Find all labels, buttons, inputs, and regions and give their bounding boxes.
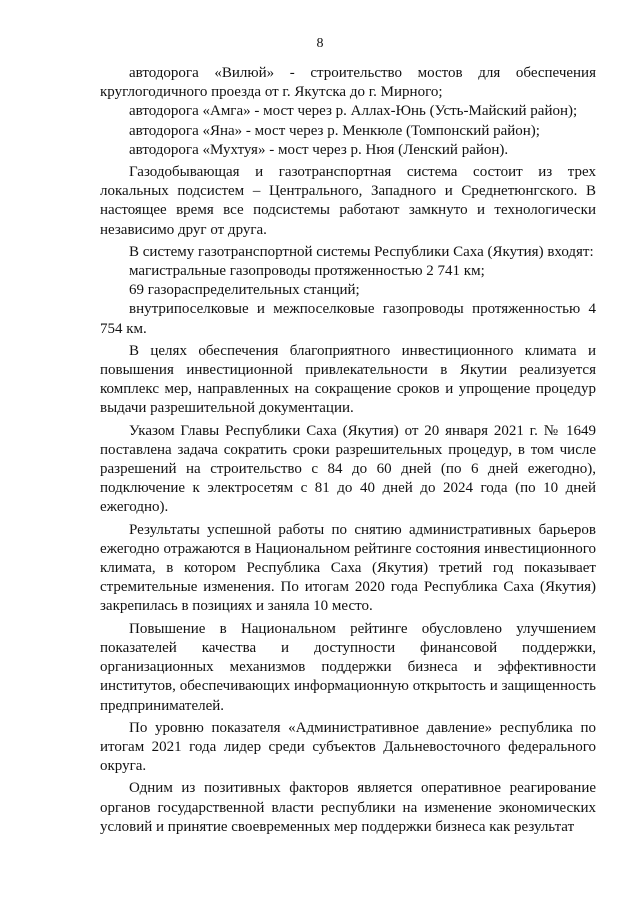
list-item-distribution-stations: 69 газораспределительных станций; — [129, 282, 360, 299]
paragraph-rating-improvement: Повышение в Национальном рейтинге обусловлено улучшением показателей качества и доступности финансовой поддержки, организационных механизмов поддержки бизнеса и эффективности институтов, обеспечивающих информационную открытость и защищенность предпринимателей. — [100, 620, 596, 714]
paragraph-positive-factors: Одним из позитивных факторов является оперативное реагирование органов государственной власти республики на изменение экономических условий и принятие своевременных мер поддержки бизнеса как результат — [100, 780, 596, 835]
paragraph-road-yana: автодорога «Яна» - мост через р. Менкюле (Томпонский район); — [129, 122, 540, 139]
paragraph-gas-transport-intro: В систему газотранспортной системы Республики Саха (Якутия) входят: — [129, 243, 594, 260]
list-item-settlement-pipelines: внутрипоселковые и межпоселковые газопроводы протяженностью 4 754 км. — [100, 301, 596, 337]
page-number: 8 — [316, 36, 324, 51]
paragraph-decree: Указом Главы Республики Саха (Якутия) от 20 января 2021 г. № 1649 поставлена задача сократить сроки разрешительных процедур, в том числе разрешений на строительство с 84 до 60 дней (по 6 дней ежегодно), подключение к электросетям с 81 до 40 дней до 2024 года (по 10 дней ежегодно). — [100, 422, 596, 516]
list-item-main-pipelines: магистральные газопроводы протяженностью 2 741 км; — [129, 263, 485, 280]
document-body — [100, 64, 596, 837]
paragraph-road-amga: автодорога «Амга» - мост через р. Аллах-Юнь (Усть-Майский район); — [129, 103, 578, 120]
paragraph-administrative-pressure: По уровню показателя «Административное давление» республика по итогам 2021 года лидер среди субъектов Дальневосточного федерального округа. — [100, 719, 596, 775]
paragraph-gas-system: Газодобывающая и газотранспортная система состоит из трех локальных подсистем – Центрального, Западного и Среднетюнгского. В настоящее время все подсистемы работают замкнуто и технологически независимо друг от друга. — [100, 164, 596, 238]
paragraph-investment-climate: В целях обеспечения благоприятного инвестиционного климата и повышения инвестиционной привлекательности в Якутии реализуется комплекс мер, направленных на сокращение сроков и упрощение процедур выдачи разрешительной документации. — [100, 342, 596, 417]
paragraph-rating-results: Результаты успешной работы по снятию административных барьеров ежегодно отражаются в Национальном рейтинге состояния инвестиционного климата, в котором Республика Саха (Якутия) третий год показывает стремительные изменения. По итогам 2020 года Республика Саха (Якутия) закрепилась в позициях и заняла 10 место. — [100, 521, 596, 615]
paragraph-road-vilyuy: автодорога «Вилюй» - строительство мостов для обеспечения круглогодичного проезда от г. Якутска до г. Мирного; — [100, 65, 596, 101]
paragraph-road-mukhtuya: автодорога «Мухтуя» - мост через р. Нюя (Ленский район). — [129, 141, 509, 158]
